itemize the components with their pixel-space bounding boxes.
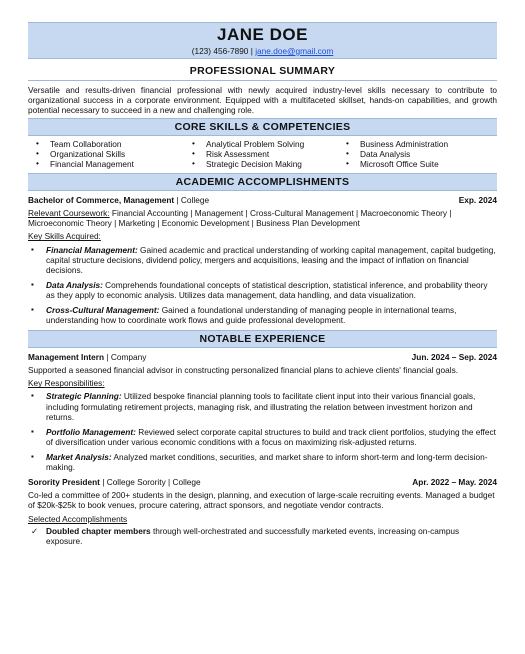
- name-header: [28, 22, 497, 59]
- job2-summary: Co-led a committee of 200+ students in the design, planning, and execution of large-scale recruiting events. Managed a budget of $20k-$25k to book venues, procure catering, attract sponsors, and negotiate vendor contracts.: [28, 490, 495, 511]
- item-label: Financial Management:: [46, 244, 138, 255]
- academic-skill-list: [28, 245, 497, 326]
- contact-separator: |: [250, 45, 253, 56]
- degree-name: Bachelor of Commerce, Management: [28, 195, 175, 206]
- item-label: Strategic Planning:: [46, 391, 122, 402]
- list-item: [28, 280, 497, 300]
- job2-accomp-label: Selected Accomplishments: [28, 513, 128, 524]
- skills-column-1: [36, 139, 192, 170]
- accomplishment-item: [28, 526, 497, 546]
- accomplishment-text: through well-orchestrated and successfully marketed events, increasing on-campus exposure.: [46, 525, 460, 546]
- skills-column-3: [346, 139, 496, 170]
- skills-title: CORE SKILLS & COMPETENCIES: [28, 118, 497, 136]
- list-item: [28, 452, 497, 472]
- item-text: Comprehends foundational concepts of statistical description, statistical inference, and probability theory as they apply to economic analysis. Utilizes data management, data handling, and data visualization.: [46, 279, 488, 300]
- skill-item: • Microsoft Office Suite: [346, 159, 496, 169]
- skill-item: • Risk Assessment: [192, 149, 346, 159]
- job1-dates: Jun. 2024 – Sep. 2024: [411, 352, 497, 363]
- skill-item: • Business Administration: [346, 139, 496, 149]
- resume-page: [0, 22, 525, 654]
- accomplishment-bold: Doubled chapter members: [46, 525, 151, 536]
- list-item: [28, 391, 497, 421]
- key-skills-label: Key Skills Acquired:: [28, 231, 101, 242]
- job1-role: Management Intern: [28, 352, 105, 363]
- skill-item: • Financial Management: [36, 159, 192, 169]
- skill-item: • Data Analysis: [346, 149, 496, 159]
- skill-item: • Strategic Decision Making: [192, 159, 346, 169]
- skill-item: • Team Collaboration: [36, 139, 192, 149]
- item-label: Portfolio Management:: [46, 426, 136, 437]
- degree-date: Exp. 2024: [458, 195, 497, 206]
- job1-company: | Company: [104, 352, 147, 363]
- job1-summary: Supported a seasoned financial advisor in constructing personalized financial plans to achieve clients' financial goals.: [28, 365, 459, 376]
- skills-column-2: [192, 139, 346, 170]
- summary-text: Versatile and results-driven financial professional with newly acquired industry-level skills necessary to contribute to organizational success in a corporate environment. Equipped with a multifaceted skillset, hands-on capabilities, and growth potential necessary to succeed in a new and challenging role.: [28, 84, 497, 115]
- job2-company: | College Sorority | College: [99, 477, 201, 488]
- item-label: Data Analysis:: [46, 279, 103, 290]
- coursework: [28, 208, 497, 228]
- degree-row: [28, 195, 497, 205]
- job1-row: [28, 352, 497, 362]
- item-label: Market Analysis:: [46, 451, 112, 462]
- coursework-list: Financial Accounting | Management | Cross-Cultural Management | Macroeconomic Theory | Microeconomic Theory | Marketing | Economic Development | Business Plan Development: [28, 208, 452, 229]
- job2-heading: [28, 477, 201, 487]
- item-text: Analyzed market conditions, securities, and market share to inform short-term and long-term decision-making.: [46, 451, 488, 473]
- job2-dates: Apr. 2022 – May. 2024: [412, 477, 497, 488]
- job1-resp-list: [28, 391, 497, 472]
- item-text: Reviewed select corporate capital structures to build and track client portfolios, studying the effect of diversification under various economic conditions with a focus on maximizing risk-adjusted returns.: [46, 426, 496, 447]
- item-label: Cross-Cultural Management:: [46, 305, 160, 316]
- list-item: [28, 427, 497, 447]
- contact-line: [28, 46, 497, 56]
- item-text: Gained academic and practical understanding of working capital management, capital budgeting, capital structure decisions, dividend policy, mergers and acquisitions, leasing and the impact of inflation on financial decisions.: [46, 244, 496, 275]
- phone-number: (123) 456-7890: [191, 45, 249, 56]
- item-text: Gained a foundational understanding of managing people in international teams, understanding how to coordinate work flows and guide professional development.: [46, 305, 457, 326]
- job1-heading: [28, 352, 146, 362]
- skills-grid: [28, 136, 497, 174]
- candidate-name: JANE DOE: [217, 25, 308, 44]
- coursework-label: Relevant Coursework:: [28, 208, 110, 219]
- school-name: | College: [176, 195, 210, 206]
- experience-title: NOTABLE EXPERIENCE: [28, 330, 497, 348]
- skill-item: • Analytical Problem Solving: [192, 139, 346, 149]
- summary-title: PROFESSIONAL SUMMARY: [28, 65, 497, 81]
- job2-row: [28, 477, 497, 487]
- email-link[interactable]: jane.doe@gmail.com: [255, 45, 334, 56]
- list-item: [28, 305, 497, 325]
- degree-line: [28, 195, 209, 205]
- check-icon: ✓: [31, 525, 38, 536]
- job2-role: Sorority President: [28, 477, 100, 488]
- item-text: Utilized bespoke financial planning tools to facilitate client input into their various financial goals, including formulating retirement projects, managing risk, and illustrating the relation between investment horizon and returns.: [46, 391, 476, 422]
- skill-item: • Organizational Skills: [36, 149, 192, 159]
- list-item: [28, 245, 497, 275]
- job1-resp-label: Key Responsibilities:: [28, 378, 105, 389]
- academic-title: ACADEMIC ACCOMPLISHMENTS: [28, 173, 497, 191]
